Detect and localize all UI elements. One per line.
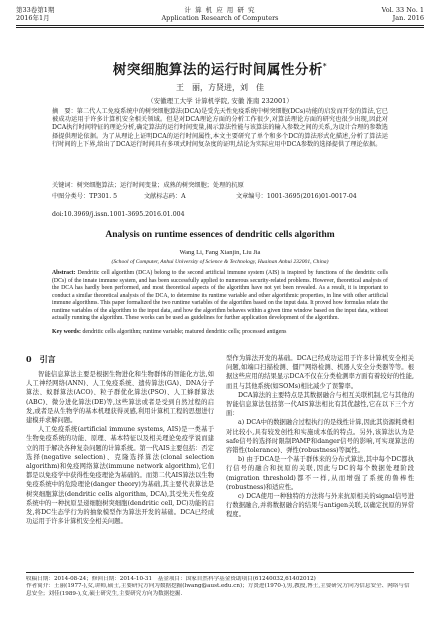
authors: 王 丽，方贤进，刘 佳 (176, 83, 264, 92)
body-paragraph: 智能信息算法主要是根据生物进化和生物群体的智能化方法,如人工神经网络(ANN)、人工免疫系统、遗传算法(GA)、DNA分子算法、蚁群算法(ACO)、粒子群优化算法(PSO)、人工蜂群算法(ABC)、微分进化算法(DE)等,这些算法或者是受到自然过程的启发,或者是从生物学的基本机理获得灵感,利用计算机工程的思想进行建模并求解问题。 (26, 371, 214, 425)
abstract-cn: 摘 要：第二代人工免疫系统中的树突细胞算法(DCA)是受先天性免疫系统中树突细胞(DCs)功能的启发而开发的算法,它已被成功运用于许多计算机安全相关领域。但是对DCA理论方面的分析工作很少,对算法理论方面的研究也很少出现,因此对DCA执行时间特征的理论分析,确定算法的运行时间变量,揭示算法性能与该算法的输入参数之间的关系,为设计合理的参数选择提供理论依据。为了从理论上证明DCA的运行时间属性,本文主要研究了单个和多个DC的算法形式化描述,分析了算法运行时间的上下界,给出了DCA运行时间具有多项式时间复杂度的证明,结论为实际应用中DCA参数的选择提供了理论依据。 (52, 108, 388, 148)
body-paragraph: a) DCA中的数据融合过程执行的是线性计算,因此其资源耗费相对比较小,具有较发创性和实施成本低的特点。另外,该算法认为是safe信号的选择时限制PAMP和danger信号的影响,可实现算法的容错性(tolerance)、弹性(robustness)等属性。 (226, 419, 414, 455)
document-code: 文献标志码：A (143, 193, 186, 200)
paper-title-text: 树突细胞算法的运行时间属性分析 (112, 62, 323, 78)
body-paragraph: DCA算法的主要特点是其数据融合与相互关联机制,它与其他的智能信息算法包括第一代AIS算法相比有其优越性,它在以下三个方面： (226, 391, 414, 418)
footnote-authors: 作者简介：王丽(1977-),女,讲师,硕士,主要研究方向为数据挖掘(lwang@aust.edu.cn)；方贤进(1970-),男,教授,博士,主要研究方向为信息安全、网络与信息安全；刘佳(1989-),女,硕士研究生,主要研究方向为数据挖掘. (26, 583, 410, 597)
classification-meta (52, 193, 388, 201)
body-paragraph: b) 由于DCA是一个基于群体来的分布式算法,其中每个DC都执行信号的融合和抗原的关联,因此与DC的每个数据处理阶段(migration threshold)都不一样,从而增强了系统的鲁棒性(robustness)和适应性。 (226, 456, 414, 491)
header-rule (16, 25, 424, 26)
abstract-en (52, 270, 388, 323)
article-number: 文章编号：1001-3695(2016)01-0017-04 (235, 193, 357, 200)
volume-en: Vol. 33 No. 1 (381, 6, 424, 14)
abstract-en-label: Abstract: (52, 270, 76, 276)
title-footnote-mark: * (322, 61, 328, 71)
header-rule-double (16, 27, 424, 28)
paper-title-en: Analysis on runtime essences of dendritic cells algorithm (105, 230, 335, 240)
keywords-en (52, 329, 388, 335)
footnote-dates: 收稿日期：2014-08-24；修回日期：2014-10-31 基金项目：国家自然科学基金资助项目(61240032,61402012) (26, 576, 316, 582)
body-right-column (226, 354, 414, 520)
date-cn: 2016年1月 (16, 14, 50, 22)
body-paragraph: c) DCA使用一种独特的方法将与外来抗原相关的signal信号进行数据融合,并将数据融合的结果与antigen关联,以确定抗原的异常程度。 (226, 493, 414, 519)
header-right (382, 6, 424, 22)
clc-number: 中图分类号：TP301. 5 (52, 193, 118, 200)
body-paragraph: 人工免疫系统(artificial immune systems, AIS)是一类基于生物免疫系统的功能、原理、基本特征以及相关理论免疫学说而建立的用于解决各种复杂问题的计算系统。第一代AIS主要包括：否定选择(negative selection)、克隆选择算法(clonal selection algorithm)和免疫网络算法(immune network algorithm),它们都是以免疫学中获得性免疫理论为基础的。而第二代AIS算法以生物免疫系统中的危险理论(danger theory)为基础,其主要代表算法是树突细胞算法(dendritic cells algorithm, DCA),其受先天性免疫系统中的一种抗原呈递细胞树突细胞(dendritic cell, DC)功能的启发,将DC生态学行为的抽象模型作为算法开发的基础。DCA已经成功运用于许多计算机安全相关问题。 (26, 426, 214, 526)
keywords-en-label: Key words: (52, 329, 81, 335)
affiliation: （安徽理工大学 计算机学院, 安徽 淮南 232001） (147, 97, 293, 105)
footnotes (26, 572, 414, 605)
keywords-en-text: dendritic cells algorithm; runtime variable; matured dendritic cells; processed antigens (82, 329, 287, 335)
header-center (16, 6, 424, 22)
running-header (16, 6, 424, 32)
journal-name-en: Application Research of Computers (161, 14, 279, 22)
doi: doi:10.3969/j.issn.1001-3695.2016.01.004 (52, 211, 185, 218)
section-heading-intro: 0 引言 (26, 354, 56, 364)
volume-cn: 第33卷第1期 (16, 6, 55, 14)
authors-en: Wang Li, Fang Xianjin, Liu Jia (179, 249, 261, 256)
body-paragraph: 型作为算法开发的基础。DCA已经成功运用于许多计算机安全相关问题,如端口扫描检测、僵尸网络检测、机器人安全分类器等等。根据这些应用的结果显示DCA不仅在分类检测率方面有着较好的性能,而且与其他系统(如SOMs)相比减少了误警率。 (226, 355, 414, 390)
journal-name-cn: 计 算 机 应 用 研 究 (184, 6, 256, 14)
body-left-column (26, 370, 214, 526)
abstract-en-text: Dendritic cell algorithm (DCA) belong to the second artificial immune system (AIS) is inspired by functions of the dendritic cells (DCs) of the innate immune system, and has been successfully applied to numerous security-related problems. However, theoretical analysis of the DCA has hardly been performed, and most theoretical aspects of the algorithm have not yet been revealed. As a result, it is important to conduct a similar theoretical analysis of the DCA, to determine its runtime variable and other algorithmic properties, in line with other artificial immune algorithms. This paper formalized the two runtime variables of the algorithm based on the input data. It proved how formulas relate the runtime variables of the algorithm to the input data, and how the algorithm behaves within a given time window based on the input data, without actually running the algorithm. These works can be used as guidelines for further application development of the algorithm. (52, 270, 389, 322)
paper-title (0, 58, 440, 78)
date-en: Jan. 2016 (392, 14, 424, 22)
keywords-cn: 关键词：树突细胞算法；运行时间变量；成熟的树突细胞；处理的抗原 (52, 182, 244, 189)
affiliation-en: (School of Computer, Anhui University of Science & Technology, Huainan Anhui 232001, China) (111, 259, 329, 265)
